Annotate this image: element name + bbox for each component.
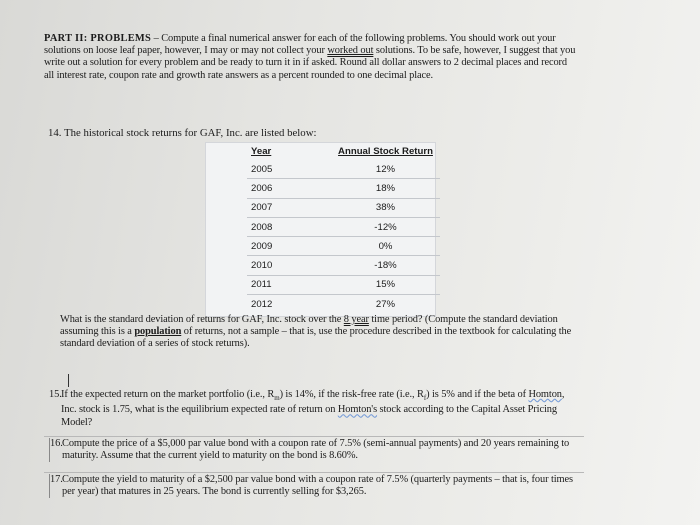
table-cell-return: 0% xyxy=(378,240,393,252)
table-row xyxy=(247,256,440,275)
divider xyxy=(44,472,584,473)
table-row xyxy=(247,160,440,179)
q15-text-5: , Inc. stock is 1.75, what is the equilibrium expected rate of return on xyxy=(61,389,565,416)
instructions-text-3: solutions. To be safe, however, I suggest that you write out a solution for every problem and be ready to turn it in if asked. Round all dollar answers to 2 decimal places and record all interest rate, coupon rate and growth rate answers as a percent rounded to one decimal place. xyxy=(44,45,576,81)
instructions-text-2: worked out xyxy=(327,45,374,57)
table-cell-year: 2008 xyxy=(251,221,273,233)
table-cell-return: 27% xyxy=(375,298,396,310)
divider xyxy=(44,436,584,437)
table-cell-return: 18% xyxy=(375,182,396,194)
question-17-text: Compute the yield to maturity of a $2,500 par value bond with a coupon rate of 7.5% (quarterly payments – that is, four times per year) that matures in 25 years. The bond is currently selling for $3,265. xyxy=(62,474,573,498)
table-cell-return: -12% xyxy=(374,221,397,233)
table-row xyxy=(247,295,440,314)
question-number: 17. xyxy=(50,474,63,485)
q15-text-2: ) is 14%, if the risk-free rate (i.e., R xyxy=(279,389,424,401)
q14-text-4: population xyxy=(134,326,182,337)
question-15-text xyxy=(61,389,579,429)
question-15 xyxy=(49,389,579,429)
q15-text-6: Homton's xyxy=(337,404,378,416)
table-row xyxy=(247,237,440,256)
table-cell-year: 2010 xyxy=(251,260,273,272)
question-14-text xyxy=(60,314,578,350)
part-heading: PART II: PROBLEMS xyxy=(44,33,152,44)
table-cell-return: 38% xyxy=(375,202,396,214)
question-17 xyxy=(49,474,580,498)
table-cell-return: 12% xyxy=(375,163,396,175)
table-cell-year: 2009 xyxy=(251,240,273,252)
table-row xyxy=(247,198,440,217)
q14-text-2: 8 year xyxy=(343,314,369,325)
table-row xyxy=(247,179,440,198)
table-header-return: Annual Stock Return xyxy=(338,146,433,157)
table-cell-return: 15% xyxy=(375,279,396,291)
table-cell-return: -18% xyxy=(374,260,397,272)
table-cell-year: 2007 xyxy=(251,202,273,214)
stock-returns-table xyxy=(247,143,440,313)
q15-text-4: Homton xyxy=(528,389,562,401)
q15-text-1: If the expected return on the market portfolio (i.e., R xyxy=(61,389,275,401)
text-cursor xyxy=(68,374,69,387)
table-row xyxy=(247,217,440,236)
question-number: 16. xyxy=(50,438,63,449)
q14-text-5: of returns, not a sample – that is, use the procedure described in the textbook for calculating the standard deviation of a series of stock returns). xyxy=(60,326,572,349)
table-row xyxy=(247,275,440,294)
table-cell-year: 2011 xyxy=(251,279,272,291)
q15-text-7: stock according to the Capital Asset Pricing Model? xyxy=(61,404,557,428)
instructions-text-1: – Compute a final numerical answer for each of the following problems. You should work out your solutions on loose leaf paper, however, I may or may not collect your xyxy=(44,33,556,57)
table-cell-year: 2005 xyxy=(251,163,273,175)
q15-text-3: ) is 5% and if the beta of xyxy=(426,389,529,401)
table-cell-year: 2012 xyxy=(251,298,273,310)
question-16 xyxy=(49,438,580,462)
instructions-paragraph xyxy=(44,33,576,82)
q15-sub-f: f xyxy=(423,394,427,403)
table-header-year: Year xyxy=(251,146,272,157)
question-16-text: Compute the price of a $5,000 par value bond with a coupon rate of 7.5% (semi-annual payments) and 20 years remaining to maturity. Assume that the current yield to maturity on the bond is 8.60%. xyxy=(62,438,570,462)
question-14-title: 14. The historical stock returns for GAF, Inc. are listed below: xyxy=(48,127,317,139)
table-cell-year: 2006 xyxy=(251,182,273,194)
q14-text-3: time period? (Compute the standard deviation assuming this is a xyxy=(60,314,558,337)
q15-sub-m: m xyxy=(274,394,280,403)
q14-text-1: What is the standard deviation of returns for GAF, Inc. stock over the xyxy=(60,314,344,325)
question-number: 15. xyxy=(49,389,62,400)
